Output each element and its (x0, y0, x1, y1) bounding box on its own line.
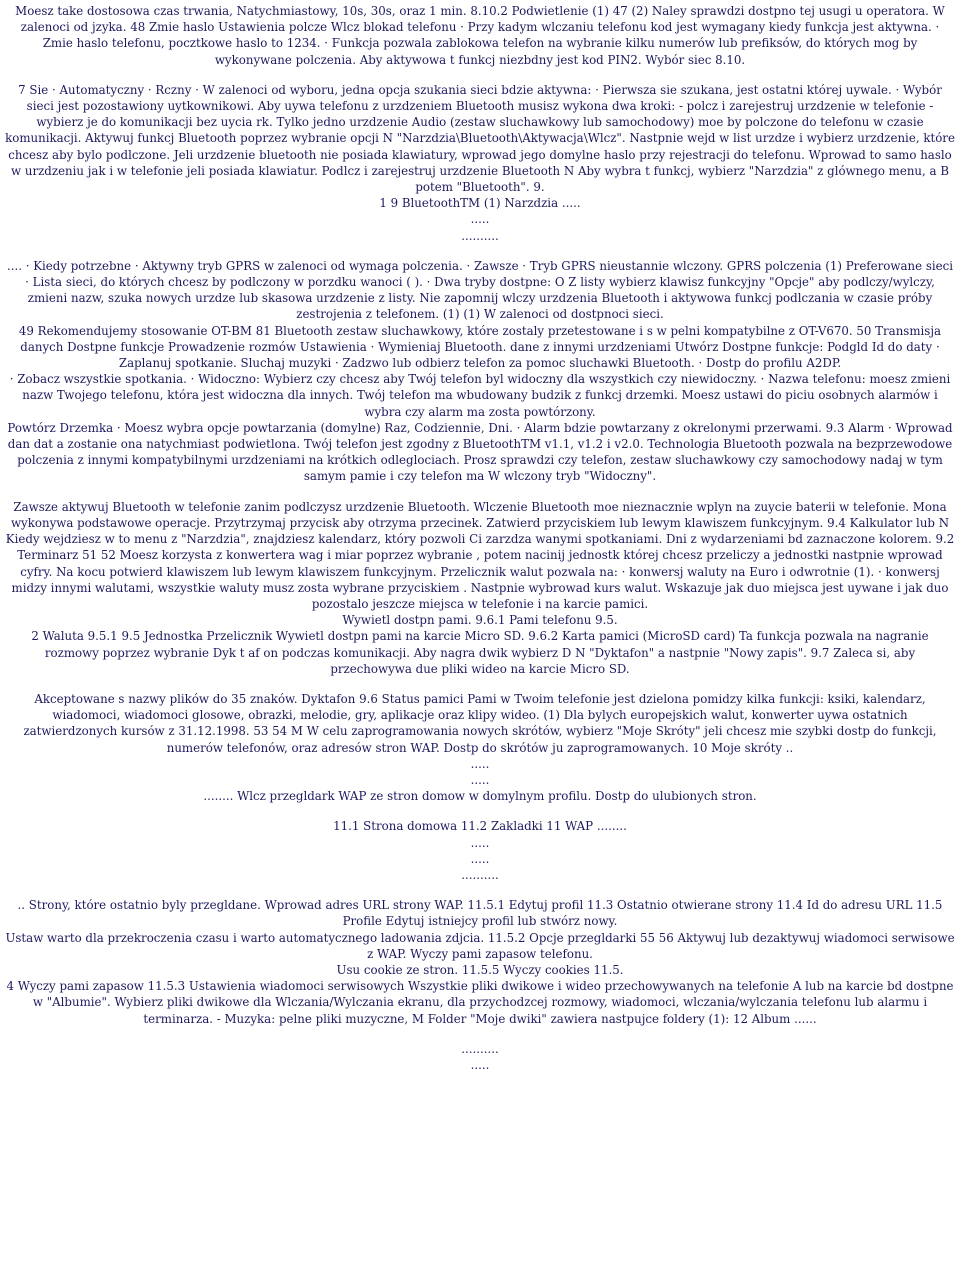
paragraph: ..... (470, 772, 490, 787)
paragraph: Ustaw warto dla przekroczenia czasu i warto automatycznego ladowania zdjcia. 11.5.2 Opcje przegldarki 55 56 Aktywuj lub dezaktywuj wiadomoci serwisowe z WAP. Wyczy pami zapasow telefonu. (5, 930, 955, 961)
paragraph: .......... (461, 228, 499, 243)
paragraph: Usu cookie ze stron. 11.5.5 Wyczy cookies 11.5. (336, 962, 624, 977)
paragraph: Zawsze aktywuj Bluetooth w telefonie zanim podlczysz urzdzenie Bluetooth. Wlczenie Bluetooth moe nieznacznie wplyn na zuycie baterii w telefonie. Mona wykonywa podstawowe operacje. Przytrzymaj przycisk aby otrzyma przecinek. Zatwierd przyciskiem lub lewym klawiszem funkcyjnym. 9.4 Kalkulator lub N Kiedy wejdziesz w to menu z "Narzdzia", znajdziesz kalendarz, który pozwoli Ci zarzdza wanymi spotkaniami. Dni z wydarzeniami bd zaznaczone kolorem. 9.2 Terminarz 51 52 Moesz korzysta z konwertera wag i miar poprzez wybranie , potem nacinij jednostk której chcesz przeliczy a jednostki nastpnie wprowad cyfry. Na kocu potwierd klawiszem lub lewym klawiszem funkcyjnym. Przelicznik walut pozwala na: · konwersj waluty na Euro i odwrotnie (1). · konwersj midzy innymi walutami, wszystkie waluty musz zosta wybrane przyciskiem . Nastpnie wybrowad kurs walut. Wskazuje jak duo miejsca jest uywane i jak duo pozostalo jeszcze miejsca w telefonie i na karcie pamici. (5, 499, 955, 611)
paragraph: ..... (470, 212, 490, 227)
paragraph: 1 9 BluetoothTM (1) Narzdzia ..... (379, 196, 581, 211)
paragraph: .. Strony, które ostatnio byly przegldane. Wprowad adres URL strony WAP. 11.5.1 Edytuj profil 11.3 Ostatnio otwierane strony 11.4 Id do adresu URL 11.5 Profile Edytuj istniejcy profil lub stwórz nowy. (17, 898, 943, 929)
paragraph: · Zobacz wszystkie spotkania. · Widoczno: Wybierz czy chcesz aby Twój telefon byl widoczny dla wszystkich czy niewidoczny. · Nazwa telefonu: moesz zmieni nazw Twojego telefonu, która jest widoczna dla innych. Twój telefon ma wbudowany budzik z funkcj drzemki. Moesz ustawi do piciu osobnych alarmów i wybra czy alarm ma zosta powtórzony. (9, 372, 951, 419)
paragraph: 49 Rekomendujemy stosowanie OT-BM 81 Bluetooth zestaw sluchawkowy, które zostaly przetestowane i s w pelni kompatybilne z OT-V670. 50 Transmisja danych Dostpne funkcje Prowadzenie rozmów Ustawienia · Wymieniaj Bluetooth. dane z innymi urzdzeniami Utwórz Dostpne funkcje: Podgld Id do daty · Zaplanuj spotkanie. Sluchaj muzyki · Zadzwo lub odbierz telefon za pomoc sluchawki Bluetooth. · Dostp do profilu A2DP. (18, 323, 942, 371)
paragraph: Moesz take dostosowa czas trwania, Natychmiastowy, 10s, 30s, oraz 1 min. 8.10.2 Podwietlenie (1) 47 (2) Naley sprawdzi dostpno tej usugi u operatora. W zalenoci od jzyka. 48 Zmie haslo Ustawienia polcze Wlcz blokad telefonu · Przy kadym wlczaniu telefonu kod jest wymagany kiedy funkcja jest aktywna. · Zmie haslo telefonu, pocztkowe haslo to 1234. · Funkcja pozwala zablokowa telefon na wybranie kilku numerów lub prefiksów, do których mog by wykonywane polczenia. Aby aktywowa t funkcj niezbdny jest kod PIN2. Wybór siec 8.10. (15, 4, 945, 67)
paragraph: .... · Kiedy potrzebne · Aktywny tryb GPRS w zalenoci od wymaga polczenia. · Zawsze · Tryb GPRS nieustannie wlczony. GPRS polczenia (1) Preferowane sieci · Lista sieci, do których chcesz by podlczony w porzdku wanoci ( ). · Dwa tryby dostpne: O Z listy wybierz klawisz funkcyjny "Opcje" aby podlczy/wylczy, zmieni nazw, szuka nowych urzdze lub skasowa urzdzenie z listy. Nie zapomnij wlczy urzdzenia Bluetooth i aktywowa funkcj podlczania w czasie próby zestrojenia z telefonem. (1) (1) W zalenoci od dostpnoci sieci. (6, 258, 954, 322)
paragraph: ..... (470, 756, 490, 771)
paragraph: .......... (461, 867, 499, 882)
paragraph: 4 Wyczy pami zapasow 11.5.3 Ustawienia wiadomoci serwisowych Wszystkie pliki dwikowe i wideo przechowywanych na telefonie A lub na karcie bd dostpne w "Albumie". Wybierz pliki dwikowe dla Wlczania/Wylczania ekranu, dla przychodzcej rozmowy, wiadomoci, wlczania/wylczania telefonu lub alarmu i terminarza. - Muzyka: pelne pliki muzyczne, M Folder "Moje dwiki" zawiera nastpujce foldery (1): 12 Album ...... (6, 979, 954, 1026)
paragraph: 7 Sie · Automatyczny · Rczny · W zalenoci od wyboru, jedna opcja szukania sieci bdzie aktywna: · Pierwsza sie szukana, jest ostatni której uywale. · Wybór sieci jest pozostawiony uytkownikowi. Aby uywa telefonu z urzdzeniem Bluetooth musisz wykona dwa kroki: - polcz i zarejestruj urzdzenie w telefonie - wybierz je do komunikacji bez uycia rk. Tylko jedno urzdzenie Audio (zestaw sluchawkowy lub samochodowy) moe by polczone do telefonu w czasie komunikacji. Aktywuj funkcj Bluetooth poprzez wybranie opcji N "Narzdzia\Bluetooth\Aktywacja\Wlcz". Nastpnie wejd w list urzdze i wybierz urzdzenie, które chcesz aby bylo podlczone. Jeli urzdzenie bluetooth nie posiada klawiatury, wprowad jego domylne haslo przy rejestracji do telefonu. Wprowad to samo haslo w urzdzeniu jak i w telefonie jeli posiada klawiatur. Podlcz i zarejestruj urzdzenie Bluetooth N Aby wybra t funkcj, wybierz "Narzdzia" z glównego menu, a B potem "Bluetooth". 9. (5, 82, 955, 195)
paragraph: ........ Wlcz przegldark WAP ze stron domow w domylnym profilu. Dostp do ulubionych stron. (203, 789, 757, 804)
paragraph: ..... (470, 1057, 490, 1072)
paragraph: ..... (470, 851, 490, 866)
paragraph: .......... (461, 1041, 499, 1056)
paragraph: Powtórz Drzemka · Moesz wybra opcje powtarzania (domylne) Raz, Codziennie, Dni. · Alarm bdzie powtarzany z okrelonymi przerwami. 9.3 Alarm · Wprowad dan dat a zostanie ona natychmiast podwietlona. Twój telefon jest zgodny z BluetoothTM v1.1, v1.2 i v2.0. Technologia Bluetooth pozwala na bezprzewodowe polczenia z innymi kompatybilnymi urzdzeniami na krótkich odleglociach. Prosz sprawdzi czy telefon, zestaw sluchawkowy czy samochodowy nadaj w tym samym pamie i czy telefon ma W wlczony tryb "Widoczny". (7, 420, 953, 484)
paragraph: ..... (470, 835, 490, 850)
paragraph: Wywietl dostpn pami. 9.6.1 Pami telefonu 9.5. (342, 613, 618, 628)
paragraph: 2 Waluta 9.5.1 9.5 Jednostka Przelicznik Wywietl dostpn pami na karcie Micro SD. 9.6.2 Karta pamici (MicroSD card) Ta funkcja pozwala na nagranie rozmowy poprzez wybranie Dyk t af on podczas komunikacji. Aby nagra dwik wybierz D N "Dyktafon" a nastpnie "Nowy zapis". 9.7 Zaleca si, aby przechowywa due pliki wideo na karcie Micro SD. (31, 629, 929, 676)
paragraph: Akceptowane s nazwy plików do 35 znaków. Dyktafon 9.6 Status pamici Pami w Twoim telefonie jest dzielona pomidzy kilka funkcji: ksiki, kalendarz, wiadomoci, wiadomoci glosowe, obrazki, melodie, gry, aplikacje oraz klipy wideo. (1) Dla bylych europejskich walut, konwerter uywa ostatnich zatwierdzonych kursów z 31.12.1998. 53 54 M W celu zaprogramowania nowych skrótów, wybierz "Moje Skróty" jeli chcesz mie szybki dostp do funkcji, numerów telefonów, oraz adresów stron WAP. Dostp do skrótów ju zaprogramowanych. 10 Moje skróty .. (23, 691, 937, 755)
paragraph: 11.1 Strona domowa 11.2 Zakladki 11 WAP ........ (333, 819, 627, 834)
